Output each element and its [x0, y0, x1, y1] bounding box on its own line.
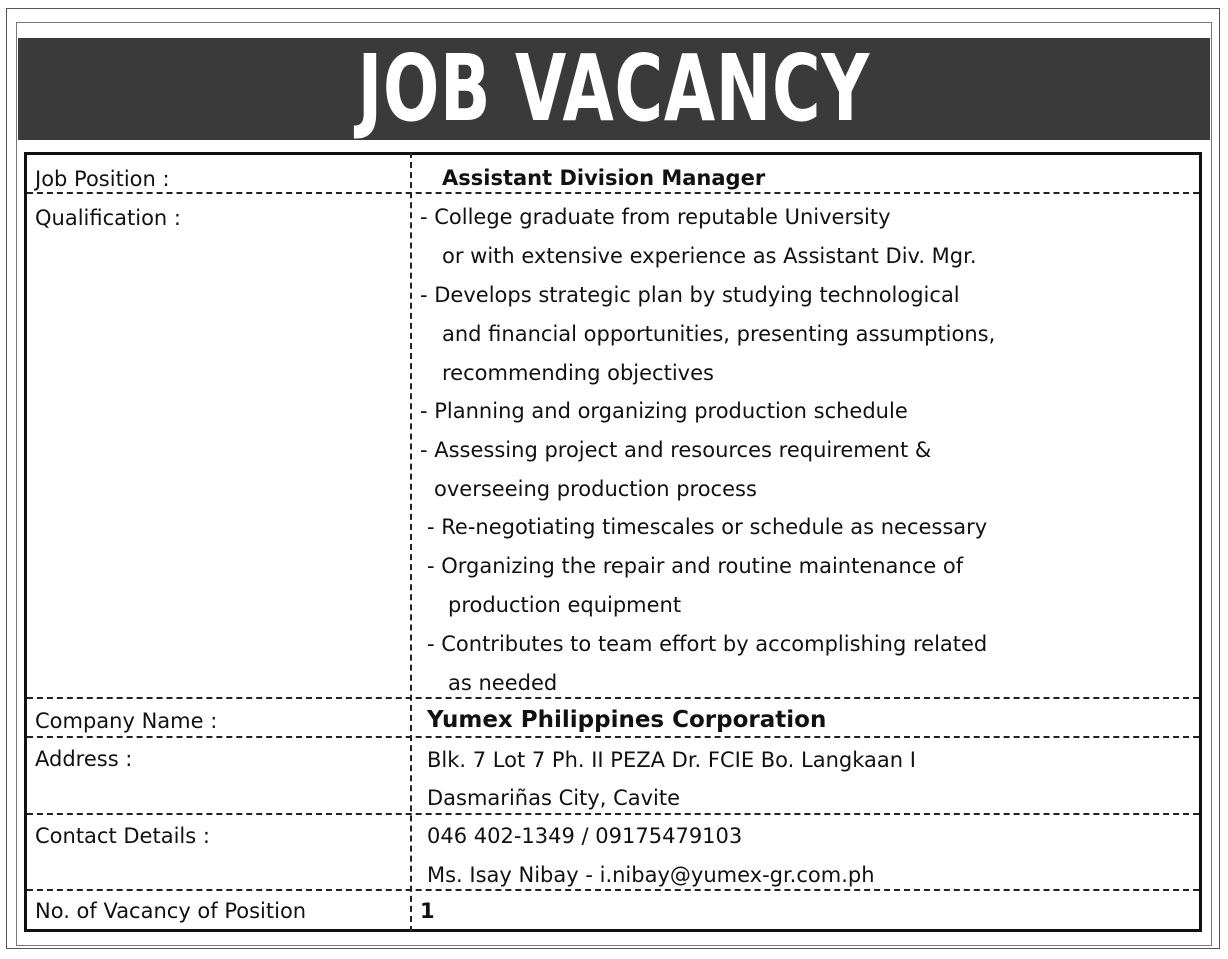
row-divider	[27, 889, 1199, 891]
contact-details-label: Contact Details :	[35, 824, 210, 848]
qualification-line: recommending objectives	[442, 361, 714, 385]
vacancy-count-label: No. of Vacancy of Position	[35, 899, 307, 923]
address-line: Dasmariñas City, Cavite	[427, 786, 681, 810]
contact-phone: 046 402-1349 / 09175479103	[427, 824, 743, 848]
qualification-line: or with extensive experience as Assistant Div. Mgr.	[442, 244, 977, 268]
contact-person-email: Ms. Isay Nibay - i.nibay@yumex-gr.com.ph	[427, 863, 875, 887]
address-line: Blk. 7 Lot 7 Ph. II PEZA Dr. FCIE Bo. Langkaan I	[427, 748, 916, 772]
company-name-label: Company Name :	[35, 709, 218, 733]
qualification-line: and financial opportunities, presenting assumptions,	[442, 322, 996, 346]
job-position-label: Job Position :	[35, 167, 170, 191]
column-divider	[410, 152, 412, 932]
qualification-line: - Contributes to team effort by accomplishing related	[427, 632, 988, 656]
qualification-line: - Organizing the repair and routine maintenance of	[427, 554, 964, 578]
qualification-line: - Re-negotiating timescales or schedule as necessary	[427, 515, 988, 539]
row-divider	[27, 813, 1199, 815]
qualification-label: Qualification :	[35, 206, 181, 230]
qualification-line: - Planning and organizing production schedule	[420, 399, 908, 423]
job-position-value: Assistant Division Manager	[442, 166, 766, 190]
title-banner	[18, 35, 1210, 142]
row-divider	[27, 192, 1199, 194]
qualification-line: - Assessing project and resources requirement &	[420, 438, 932, 462]
address-label: Address :	[35, 747, 133, 771]
qualification-line: overseeing production process	[434, 477, 757, 501]
row-divider	[27, 736, 1199, 738]
row-divider	[27, 697, 1199, 699]
qualification-line: production equipment	[448, 593, 682, 617]
job-details-table	[24, 152, 1202, 932]
company-name-value: Yumex Philippines Corporation	[427, 707, 827, 733]
qualification-line: - College graduate from reputable University	[420, 205, 891, 229]
qualification-line: as needed	[448, 671, 558, 695]
vacancy-count-value: 1	[420, 899, 435, 923]
page-title: JOB VACANCY	[357, 35, 871, 142]
qualification-line: - Develops strategic plan by studying technological	[420, 283, 960, 307]
